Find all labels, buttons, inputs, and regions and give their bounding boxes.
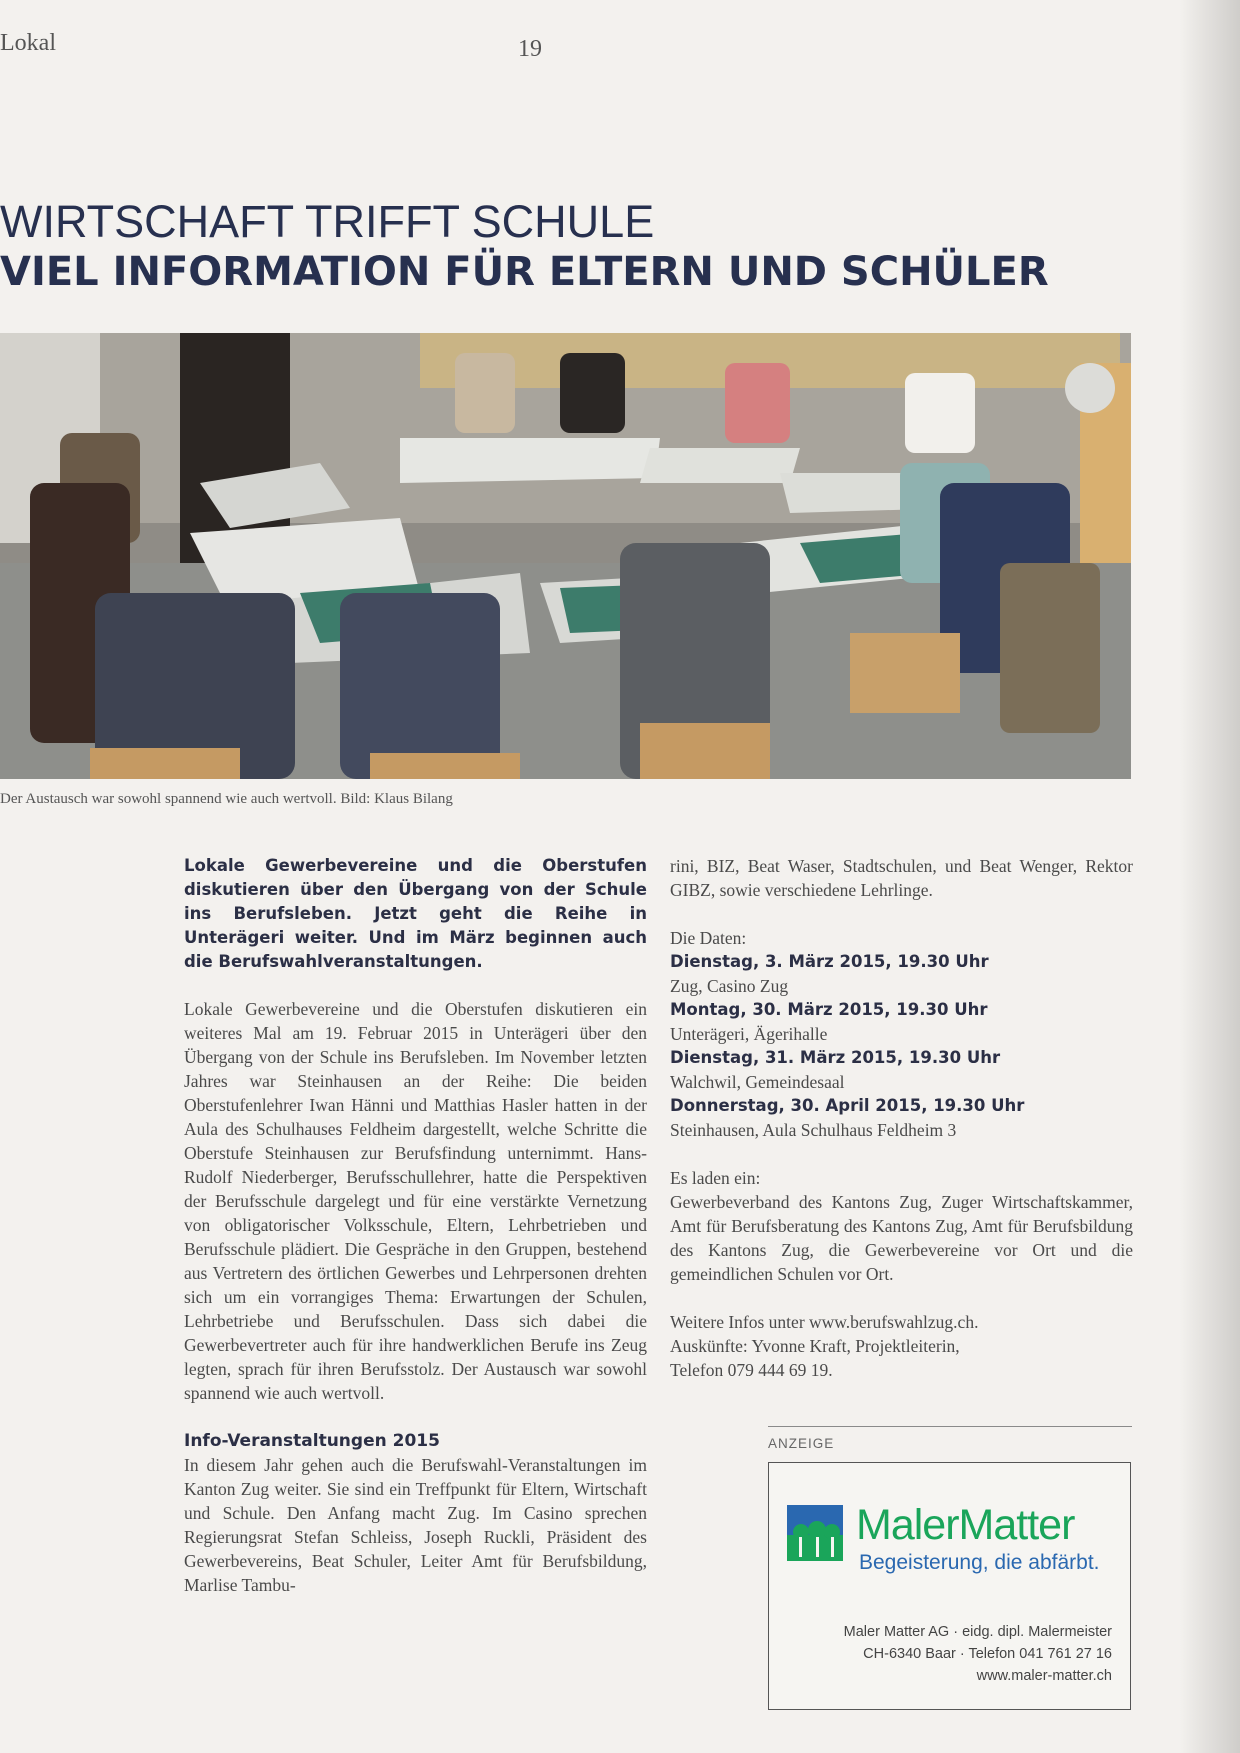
dates-label: Die Daten: [670, 928, 747, 948]
article-kicker: WIRTSCHAFT TRIFFT SCHULE [0, 196, 655, 247]
ad-slogan: Begeisterung, die abfärbt. [859, 1551, 1100, 1574]
article-lead: Lokale Gewerbevereine und die Oberstufen diskutieren über den Übergang von der Schule ins Berufsleben. Jetzt geht die Reihe in Unterägeri weiter. Und im März beginnen auch die Berufswahlveranstaltungen. [184, 856, 647, 971]
article-body-1: Lokale Gewerbevereine und die Oberstufen diskutieren ein weiteres Mal am 19. Februar 2015 in Unterägeri über den Übergang von der Schule ins Berufsleben. Im November letzten Jahres war Steinhausen an der Reihe: Die beiden Oberstufenlehrer Iwan Hänni und Matthias Hasler hatten in der Aula des Schulhauses Feldheim dargestellt, welche Schritte die Oberstufe Steinhausen zur Berufsfindung unternimmt. Hans-Rudolf Niederberger, Berufsschullehrer, hatte die Perspektiven der Berufsschule dargelegt und für eine verstärkte Vernetzung von obligatorischer Volksschule, Eltern, Lehrbetrieben und Berufsschule plädiert. Die Gespräche in den Gruppen, bestehend aus Vertretern des örtlichen Gewerbes und Lehrpersonen drehten sich um ein vorrangiges Thema: Erwartungen der Schulen, Lehrbetriebe und Berufsschulen. Dass sich dabei die Gewerbevertreter auch für ihre handwerklichen Berufe ins Zeug legten, sprach für ihren Berufsstolz. Der Austausch war sowohl spannend wie auch wertvoll. [184, 999, 647, 1403]
info-line: Auskünfte: Yvonne Kraft, Projektleiterin, [670, 1336, 960, 1356]
article-column-right [670, 854, 1133, 1382]
ad-website-link[interactable]: www.maler-matter.ch [976, 1668, 1112, 1684]
page-edge-shadow [1180, 0, 1240, 1753]
ad-address [844, 1621, 1112, 1687]
info-line: Weitere Infos unter www.berufswahlzug.ch. [670, 1312, 979, 1332]
event-place: Steinhausen, Aula Schulhaus Feldheim 3 [670, 1120, 957, 1140]
section-label: Lokal [0, 30, 56, 56]
event-date: Dienstag, 31. März 2015, 19.30 Uhr [670, 1048, 1001, 1067]
event-place: Zug, Casino Zug [670, 976, 789, 996]
photo-caption: Der Austausch war sowohl spannend wie auch wertvoll. Bild: Klaus Bilang [0, 791, 453, 807]
ad-divider [768, 1426, 1132, 1427]
hosts-text: Gewerbeverband des Kantons Zug, Zuger Wirtschaftskammer, Amt für Berufsberatung des Kantons Zug, Amt für Berufsbildung des Kantons Zug, die Gewerbevereine vor Ort und die gemeindlichen Schulen vor Ort. [670, 1192, 1133, 1284]
hosts-label: Es laden ein: [670, 1168, 761, 1188]
ad-brand-name: MalerMatter [856, 1501, 1075, 1549]
classroom-photo [0, 333, 1131, 779]
info-line: Telefon 079 444 69 19. [670, 1360, 833, 1380]
ad-address-line: CH-6340 Baar · Telefon 041 761 27 16 [863, 1646, 1112, 1662]
event-date: Donnerstag, 30. April 2015, 19.30 Uhr [670, 1096, 1025, 1115]
info-subheading: Info-Veranstaltungen 2015 [184, 1431, 440, 1451]
article-headline: VIEL INFORMATION FÜR ELTERN UND SCHÜLER [0, 249, 1049, 295]
event-date: Dienstag, 3. März 2015, 19.30 Uhr [670, 952, 989, 971]
article-column-left [184, 854, 647, 1597]
event-place: Walchwil, Gemeindesaal [670, 1072, 845, 1092]
event-date: Montag, 30. März 2015, 19.30 Uhr [670, 1000, 988, 1019]
ad-label: ANZEIGE [768, 1436, 835, 1451]
page-number: 19 [518, 36, 542, 62]
article-body-2-continued: rini, BIZ, Beat Waser, Stadtschulen, und Beat Wenger, Rektor GIBZ, sowie verschiedene Lehrlinge. [670, 856, 1133, 900]
article-body-2: In diesem Jahr gehen auch die Berufswahl-Veranstaltungen im Kanton Zug weiter. Sie sind ein Treffpunkt für Eltern, Wirtschaft und Schule. Den Anfang macht Zug. Im Casino sprechen Regierungsrat Stefan Schleiss, Joseph Ruckli, Präsident des Gewerbevereins, Beat Schuler, Leiter Amt für Berufsbildung, Marlise Tambu- [184, 1455, 647, 1595]
ad-address-line: Maler Matter AG · eidg. dipl. Malermeister [843, 1624, 1112, 1640]
event-place: Unterägeri, Ägerihalle [670, 1024, 828, 1044]
maler-matter-logo-icon [787, 1505, 843, 1561]
advertisement[interactable] [768, 1462, 1131, 1710]
